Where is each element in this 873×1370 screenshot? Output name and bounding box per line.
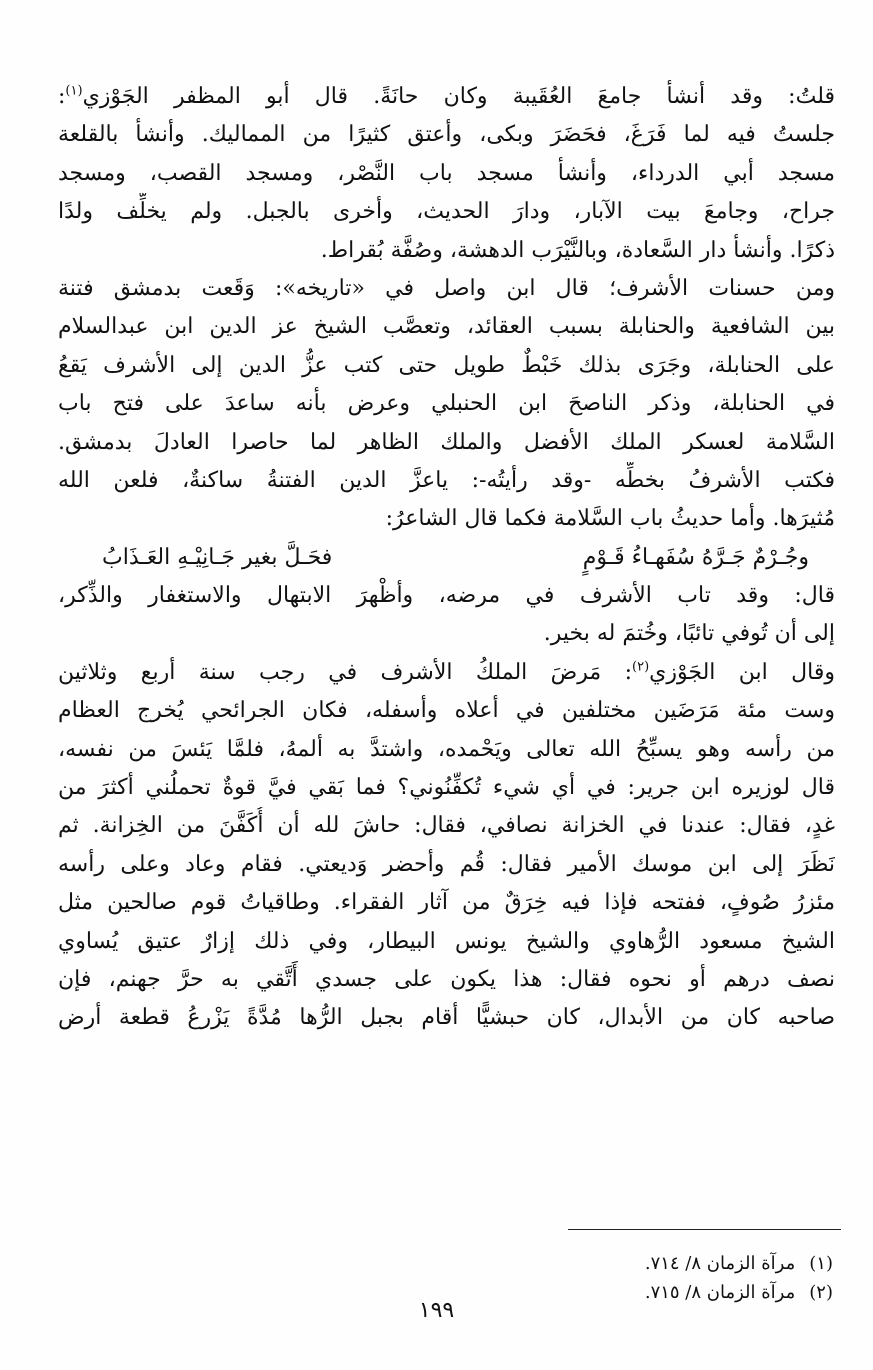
text-line-content: قلتُ: وقد أنشأ جامعَ العُقَيبة وكان حانَةً. قال أبو المظفر الجَوْزي [82, 84, 835, 109]
text-line: مسجد أبي الدرداء، وأنشأ مسجد باب النَّصْر، ومسجد القصب، ومسجد [58, 160, 835, 186]
text-line: في الحنابلة، وذكر الناصحَ ابن الحنبلي وعرض بأنه ساعدَ على فتح باب [58, 391, 835, 417]
text-line: بين الشافعية والحنابلة بسبب العقائد، وتعصَّب الشيخ عز الدين ابن عبدالسلام [58, 314, 835, 340]
poetry-verse [58, 539, 835, 577]
footnote-divider [568, 1229, 841, 1230]
text-line: السَّلامة لعسكر الملك الأفضل والملك الظاهر لما حاصرا العادلَ بدمشق. [58, 429, 835, 455]
text-line: نصف درهم أو نحوه فقال: هذا يكون على جسدي أَتَّقي به حرَّ جهنم، فإن [58, 966, 835, 992]
text-line: قال: وقد تاب الأشرف في مرضه، وأظْهرَ الابتهال والاستغفار والذِّكر، [58, 583, 835, 609]
footnote-number: (١) [809, 1253, 833, 1274]
main-text [58, 78, 835, 1038]
text-line: الشيخ مسعود الرُّهاوي والشيخ يونس البيطار، وفي ذلك إزارٌ عتيق يُساوي [58, 928, 835, 954]
text-line [58, 78, 835, 116]
text-line: جراح، وجامعَ بيت الآبار، ودارَ الحديث، وأخرى بالجبل. ولم يخلِّف ولدًا [58, 199, 835, 225]
footnote-text: مرآة الزمان ٨/ ٧١٤. [644, 1253, 796, 1274]
text-line: مُثيرَها. وأما حديثُ باب السَّلامة فكما قال الشاعرُ: [385, 506, 835, 532]
footnote-ref: (١) [65, 83, 83, 99]
text-line: نَظَرَ إلى ابن موسك الأمير فقال: قُم وأحضر وَديعتي. فقام وعاد وعلى رأسه [58, 851, 835, 877]
text-line-content: وقال ابن الجَوْزي [649, 659, 835, 685]
text-line [58, 654, 835, 692]
footnote-item [473, 1249, 833, 1278]
footnote-number: (٢) [809, 1282, 833, 1303]
text-line: مئزرُ صُوفٍ، ففتحه فإذا فيه خِرَقٌ من آثار الفقراء. وطاقياتُ قوم صالحين مثل [58, 890, 835, 916]
text-line-content: : [58, 84, 66, 109]
verse-first-hemistich: وجُـرْمٌ جَـرَّهُ سُفَهـاءُ قَـوْمٍ [582, 544, 809, 570]
text-line: من رأسه وهو يسبِّحُ الله تعالى ويَحْمده، واشتدَّ به ألمهُ، فلمَّا يَئسَ من نفسه، [58, 736, 835, 762]
text-line: صاحبه كان من الأبدال، كان حبشيًّا أقام بجبل الرُّها مُدَّةً يَزْرعُ قطعة أرض [58, 1005, 835, 1031]
text-line: قال لوزيره ابن جرير: في أي شيء تُكفِّنُوني؟ فما بَقي فيَّ قوةٌ تحملُني أكثرَ من [58, 775, 835, 801]
text-line: فكتب الأشرفُ بخطِّه -وقد رأيتُه-: ياعزَّ الدين الفتنةُ ساكنةٌ، فلعن الله [58, 467, 835, 493]
text-line: على الحنابلة، وجَرَى بذلك خَبْطٌ طويل حتى كتب عزُّ الدين إلى الأشرف يَقعُ [58, 352, 835, 378]
text-line: ذكرًا. وأنشأ دار السَّعادة، وبالنَّيْرَب الدهشة، وصُفَّة بُقراط. [320, 237, 835, 263]
text-line: إلى أن تُوفي تائبًا، وخُتمَ له بخير. [543, 621, 835, 647]
verse-second-hemistich: فحَـلَّ بغير جَـانِيْـهِ العَـذَابُ [102, 544, 333, 570]
footnote-text: مرآة الزمان ٨/ ٧١٥. [644, 1282, 796, 1303]
text-line: غدٍ، فقال: عندنا في الخزانة نصافي، فقال: حاشَ لله أن أُكَفَّنَ من الخِزانة. ثم [58, 813, 835, 839]
text-line: جلستُ فيه لما فَرَغَ، فحَضَرَ وبكى، وأعتق كثيرًا من المماليك. وأنشأ بالقلعة [58, 122, 835, 148]
page-number: ١٩٩ [418, 1298, 455, 1323]
text-line: وست مئة مَرَضَين مختلفين في أعلاه وأسفله، فكان الجرائحي يُخرج العظام [58, 698, 835, 724]
text-line: ومن حسنات الأشرف؛ قال ابن واصل في «تاريخه»: وَقَعت بدمشق فتنة [58, 275, 835, 301]
text-line-content: : مَرضَ الملكُ الأشرف في رجب سنة أربع وثلاثين [58, 659, 633, 685]
footnote-ref: (٢) [632, 659, 650, 675]
